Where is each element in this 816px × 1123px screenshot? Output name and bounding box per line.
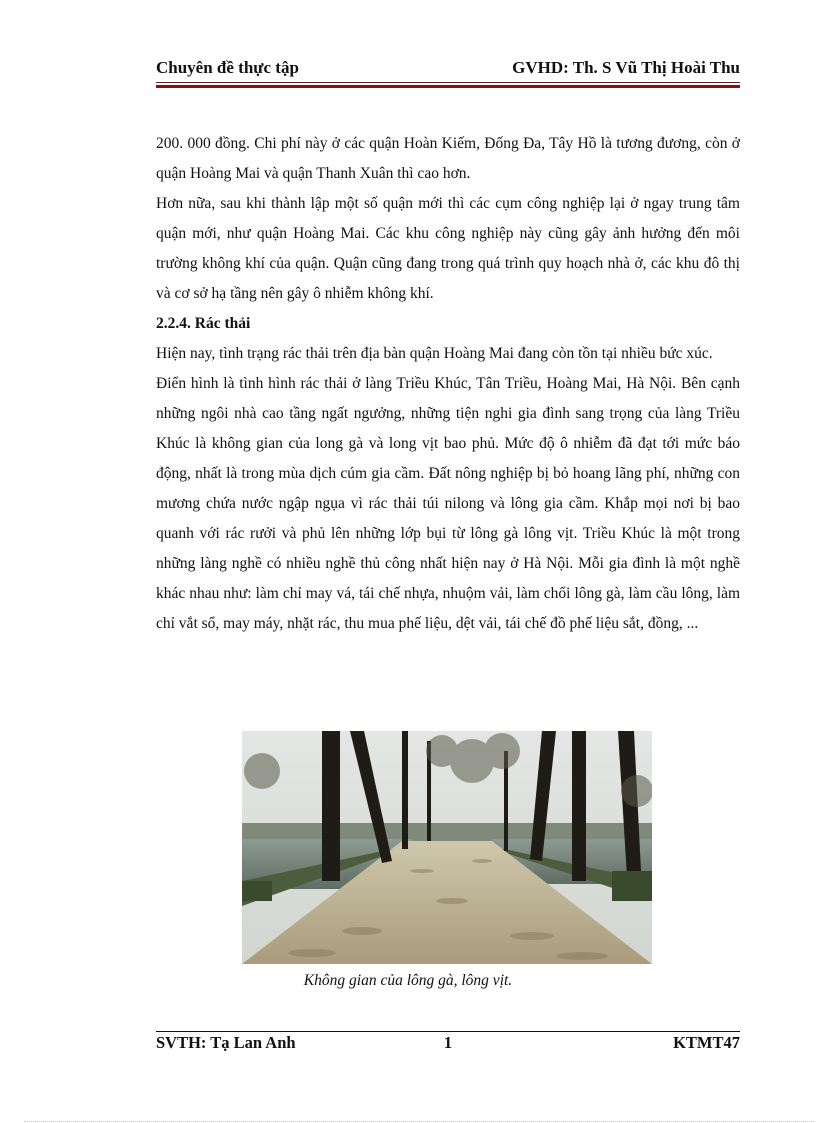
page-number: 1	[443, 1033, 453, 1052]
header-rule-thick	[156, 85, 740, 88]
footer-class-code: KTMT47	[673, 1033, 740, 1052]
paragraph-1: 200. 000 đồng. Chi phí này ở các quận Hoàn Kiếm, Đống Đa, Tây Hồ là tương đương, còn ở quận Hoàng Mai và quận Thanh Xuân thì cao hơn.	[156, 135, 740, 182]
page-footer	[156, 1033, 740, 1055]
page-header	[156, 58, 740, 80]
figure-caption: Không gian của lông gà, lông vịt.	[303, 972, 513, 989]
header-rule-thin	[156, 82, 740, 83]
village-road-photo	[242, 731, 652, 964]
header-title: Chuyên đề thực tập	[156, 58, 299, 77]
body-text	[156, 129, 740, 639]
figure-photo	[242, 731, 652, 964]
paragraph-4: Điển hình là tình hình rác thải ở làng Triều Khúc, Tân Triều, Hoàng Mai, Hà Nội. Bên cạnh những ngôi nhà cao tầng ngất ngưởng, những tiện nghi gia đình sang trọng của làng Triều Khúc là không gian của long gà và long vịt bao phủ. Mức độ ô nhiễm đã đạt tới mức báo động, nhất là trong mùa dịch cúm gia cầm. Đất nông nghiệp bị bỏ hoang lãng phí, những con mương chứa nước ngập ngụa vì rác thải túi nilong và lông gia cầm. Khắp mọi nơi bị bao quanh với rác rưởi và phủ lên những lớp bụi từ lông gà lông vịt. Triều Khúc là một trong những làng nghề có nhiều nghề thủ công nhất hiện nay ở Hà Nội. Mỗi gia đình là một nghề khác nhau như: làm chỉ may vá, tái chế nhựa, nhuộm vải, làm chổi lông gà, làm cầu lông, làm chỉ vắt sổ, may máy, nhặt rác, thu mua phế liệu, dệt vải, tái chế đồ phế liệu sắt, đồng, ...	[156, 375, 740, 632]
section-heading: 2.2.4. Rác thải	[156, 315, 251, 332]
paragraph-3: Hiện nay, tình trạng rác thải trên địa bàn quận Hoàng Mai đang còn tồn tại nhiều bức xúc.	[156, 345, 713, 362]
paragraph-2: Hơn nữa, sau khi thành lập một số quận mới thì các cụm công nghiệp lại ở ngay trung tâm quận mới, như quận Hoàng Mai. Các khu công nghiệp này cũng gây ảnh hưởng đến môi trường không khí của quận. Quận cũng đang trong quá trình quy hoạch nhà ở, các khu đô thị và cơ sở hạ tầng nên gây ô nhiễm không khí.	[156, 195, 740, 302]
header-advisor: GVHD: Th. S Vũ Thị Hoài Thu	[512, 58, 740, 77]
footer-rule	[156, 1031, 740, 1032]
footer-author: SVTH: Tạ Lan Anh	[156, 1033, 296, 1052]
page-edge	[24, 1121, 814, 1122]
